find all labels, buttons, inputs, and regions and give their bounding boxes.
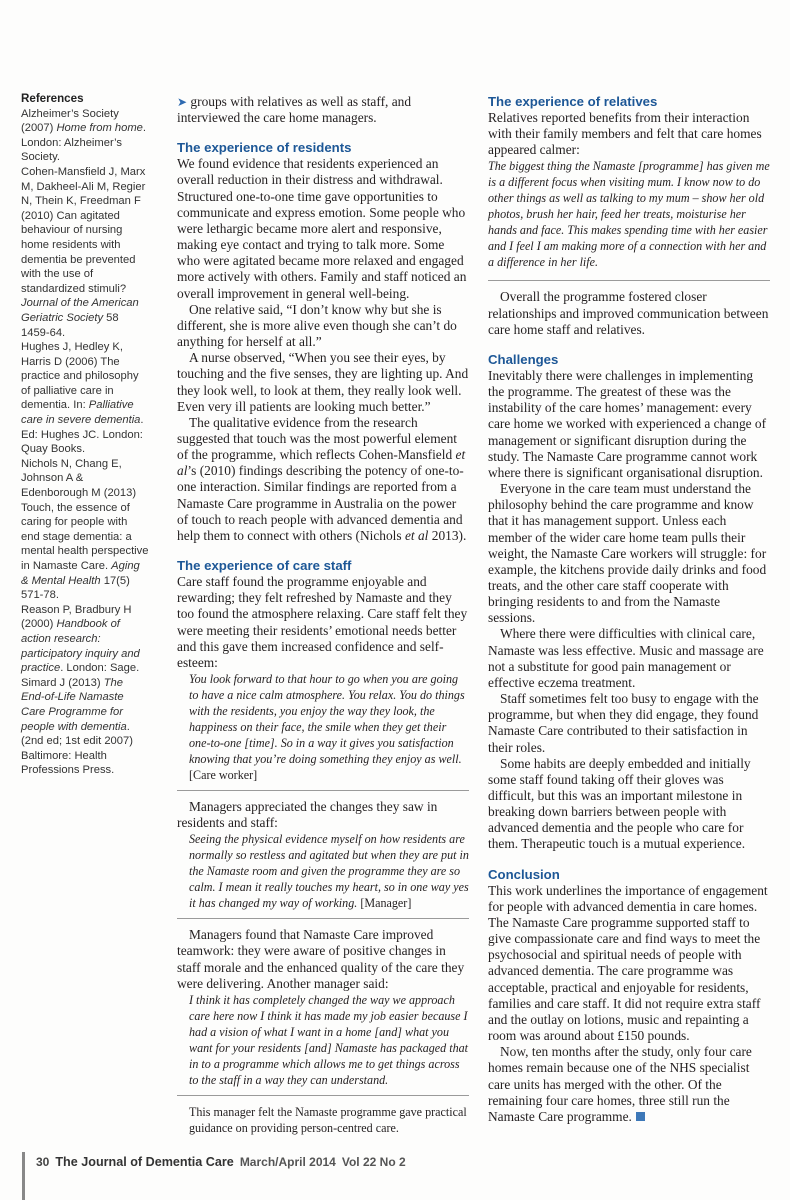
issue-date: March/April 2014 [239, 1155, 336, 1169]
paragraph: Overall the programme fostered closer relationships and improved communication between care home staff and relatives. [488, 289, 769, 337]
paragraph: Managers appreciated the changes they saw in residents and staff: [177, 799, 438, 831]
footer-bar [22, 1152, 25, 1200]
continued-paragraph: ➤ groups with relatives as well as staff, and interviewed the care home managers. [177, 94, 412, 126]
paragraph: This work underlines the importance of engagement for people with advanced dementia in care homes. The Namaste Care programme supported staff to give compassionate care and find ways to meet the psychosocial and spiritual needs of people with advanced dementia. The care programme was acceptable, practical and enjoyable for residents, families and care staff. It did not require extra staff and the outlay on lotions, music and repainting a room was around about £150 pounds. [488, 882, 768, 1044]
references-column [21, 92, 149, 778]
paragraph: The qualitative evidence from the research suggested that touch was the most powerful element of the programme, which reflects Cohen-Mansfield et al’s (2010) findings describing the potency of one-to-one interaction. Similar findings are reported from a Namaste Care programme in Australia on the power of touch to reach people with advanced dementia and help them to connect with others (Nichols et al 2013). [177, 414, 467, 543]
divider [177, 1095, 469, 1096]
volume: Vol 22 No 2 [341, 1155, 406, 1169]
reference-item: Cohen-Mansfield J, Marx M, Dakheel-Ali M, Regier N, Thein K, Freedman F (2010) Can agitated behaviour of nursing home residents with dementia be prevented with the use of standardized stimuli? Journal of the American Geriatric Society 58 1459-64. [21, 165, 146, 339]
heading-residents: The experience of residents [177, 140, 352, 156]
divider [177, 790, 469, 791]
heading-relatives: The experience of relatives [488, 94, 658, 109]
end-of-article-icon [636, 1112, 645, 1121]
right-column [488, 94, 770, 1125]
heading-challenges: Challenges [488, 351, 559, 367]
closing-remark: This manager felt the Namaste programme gave practical guidance on providing person-centred care. [189, 1104, 467, 1135]
paragraph: Where there were difficulties with clinical care, Namaste was less effective. Music and massage are not a substitute for good pain management or effective eczema treatment. [488, 626, 764, 690]
paragraph: One relative said, “I don’t know why but she is different, she is more alive even though she can’t do anything for herself at all.” [177, 301, 457, 350]
quote-care-worker: You look forward to that hour to go when you are going to have a nice calm atmosphere. You relax. You do things with the residents, you enjoy the way they look, the happiness on their face, the smile when they get their one-to-one [time]. So in a way it gives you satisfaction knowing that you’re doing something they enjoy as well. [Care worker] [189, 672, 465, 782]
paragraph: Relatives reported benefits from their interaction with their family members and felt that care homes appeared calmer: [488, 110, 762, 158]
continuation-arrow-icon: ➤ [177, 95, 188, 109]
paragraph: Now, ten months after the study, only four care homes remain because one of the NHS specialist care units has merged with the other. Of the remaining four care homes, three still run the Namaste Care programme. [488, 1044, 752, 1124]
references-list [21, 107, 149, 778]
paragraph: A nurse observed, “When you see their eyes, by touching and the five senses, they are lighting up. And they look well, to look at them, they really look well. Even very ill patients are looking much better.” [177, 350, 469, 414]
quote-manager: Seeing the physical evidence myself on how residents are normally so restless and agitated but when they are put in the Namaste room and given the programme they are so calm. I mean it really touches my heart, so in one way yes it has changed my way of working. [Manager] [189, 832, 469, 911]
paragraph: Care staff found the programme enjoyable and rewarding; they felt refreshed by Namaste and they too found the atmosphere relaxing. Care staff felt they were meeting their residents’ emotional needs better and this gave them increased confidence and self-esteem: [177, 574, 468, 670]
paragraph: Staff sometimes felt too busy to engage with the programme, but when they did engage, they found Namaste Care contributed to their satisfaction in their roles. [488, 691, 759, 755]
reference-item: Simard J (2013) The End-of-Life Namaste Care Programme for people with dementia. (2nd ed; 1st edit 2007) Baltimore: Health Professions Press. [21, 676, 133, 777]
journal-title: The Journal of Dementia Care [55, 1155, 234, 1169]
heading-care-staff: The experience of care staff [177, 558, 352, 574]
paragraph: Everyone in the care team must understand the philosophy behind the care programme and know that it has management support. Unless each member of the wider care home team pulls their weight, the Namaste Care workers will struggle: for example, the kitchens provide daily drinks and food treats, and the other care staff cooperate with bringing residents to and from the Namaste sessions. [488, 481, 767, 626]
divider [488, 280, 770, 281]
heading-conclusion: Conclusion [488, 866, 560, 882]
divider [177, 918, 469, 919]
reference-item: Hughes J, Hedley K, Harris D (2006) The practice and philosophy of palliative care in dementia. In: Palliative care in severe dementia. Ed: Hughes JC. London: Quay Books. [21, 341, 144, 456]
paragraph: Managers found that Namaste Care improved teamwork: they were aware of positive changes in staff morale and the enhanced quality of the care they were delivering. Another manager said: [177, 927, 465, 991]
quote-another-manager: I think it has completely changed the way we approach care here now I think it has made my job easier because I had a vision of what I want in a home [and] what you want for your residents [and] Namaste has packaged that in to a programme which allows me to get things across to the staff in a way they can understand. [189, 992, 469, 1087]
paragraph: Some habits are deeply embedded and initially some staff found taking off their gloves was difficult, but this was an important milestone in breaking down barriers between people with advanced dementia and the people who care for them. Therapeutic touch is a mutual experience. [488, 755, 751, 852]
reference-item: Nichols N, Chang E, Johnson A & Edenborough M (2013) Touch, the essence of caring for people with end stage dementia: a mental health perspective in Namaste Care. Aging & Mental Health 17(5) 571-78. [21, 457, 149, 602]
reference-item: Alzheimer’s Society (2007) Home from home. London: Alzheimer’s Society. [21, 107, 146, 164]
references-title: References [21, 92, 84, 105]
quote-relative: The biggest thing the Namaste [programme] has given me is a different focus when visiting mum. I know now to do other things as well as talking to my mum – show her old photos, brush her hair, feed her treats, moisturise her hands and face. This makes spending time with her easier and I feel I am making more of a connection with her and a difference in her life. [488, 159, 770, 270]
middle-column [177, 94, 469, 1136]
reference-item: Reason P, Bradbury H (2000) Handbook of action research: participatory inquiry and practice. London: Sage. [21, 603, 140, 675]
page-footer [22, 1155, 422, 1169]
paragraph: Inevitably there were challenges in implementing the programme. The greatest of these was the instability of the care homes’ management: every care home we worked with experienced a change of management or significant disruption during the study. The Namaste Care programme cannot work where there is significant organisational disruption. [488, 367, 767, 480]
page-number: 30 [36, 1155, 50, 1169]
paragraph: We found evidence that residents experienced an overall reduction in their distress and withdrawal. Structured one-to-one time gave opportunities to communicate and express emotion. Some people who were lethargic became more alert and responsive, making eye contact and trying to talk more. Some who were agitated became more relaxed and engaged more actively with others. Family and staff noticed an overall improvement in general well-being. [177, 156, 467, 301]
